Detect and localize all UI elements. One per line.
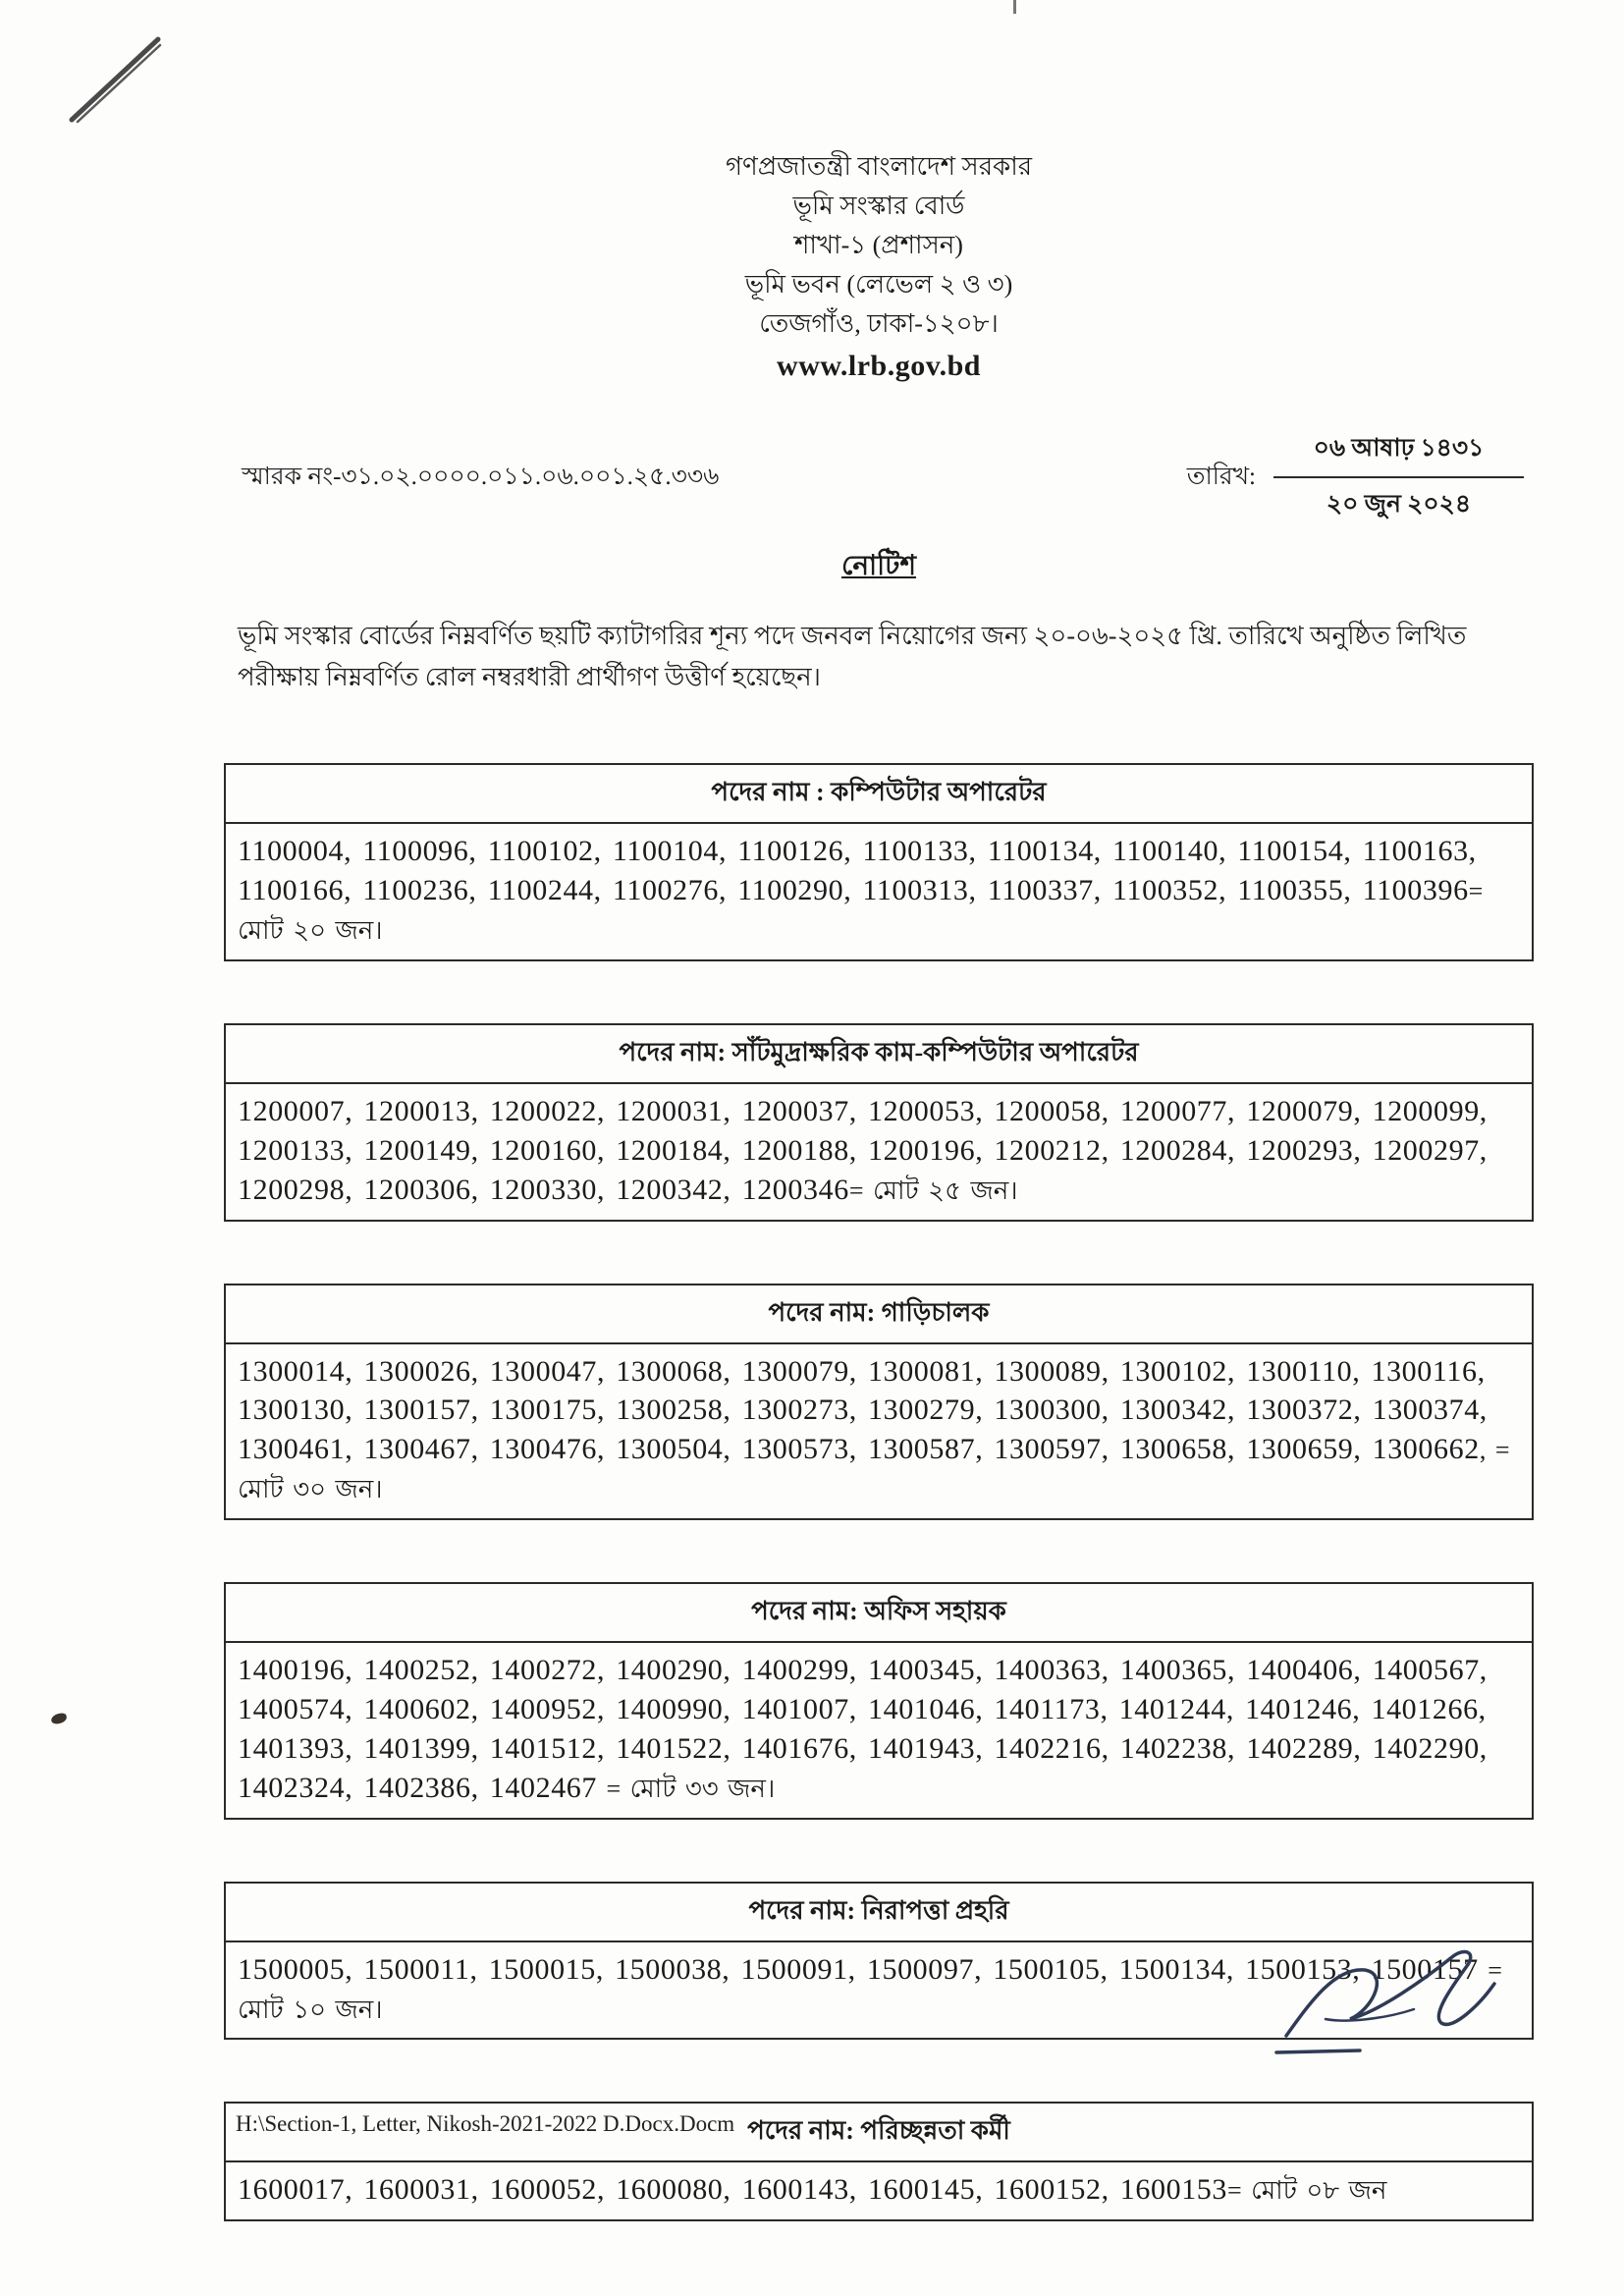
table-title: পদের নাম: গাড়িচালক: [226, 1285, 1532, 1344]
org-section: শাখা-১ (প্রশাসন): [794, 231, 963, 259]
total-label: , = মোট ৩০ জন।: [238, 1436, 1510, 1504]
date-bengali-calendar: ০৬ আষাঢ় ১৪৩১: [1273, 428, 1524, 478]
table-title: পদের নাম: অফিস সহায়ক: [226, 1584, 1532, 1643]
org-address: তেজগাঁও, ঢাকা-১২০৮।: [759, 309, 999, 338]
table-roll-numbers: [226, 2162, 1532, 2219]
date-block: [1187, 428, 1534, 526]
org-board: ভূমি সংস্কার বোর্ড: [792, 191, 965, 220]
results-table-computer-operator: [224, 763, 1534, 961]
table-roll-numbers: [226, 1344, 1532, 1519]
roll-numbers: 1600017, 1600031, 1600052, 1600080, 1600143, 1600145, 1600152, 1600153: [238, 2173, 1227, 2207]
date-gregorian: ২০ জুন ২০২৪: [1326, 491, 1472, 518]
table-roll-numbers: [226, 1643, 1532, 1818]
website-text: www.lrb.gov.bd: [777, 350, 981, 382]
roll-numbers: 1100004, 1100096, 1100102, 1100104, 1100126, 1100133, 1100134, 1100140, 1100154, 1100163, 1100166, 1100236, 1100244, 1100276, 1100290, 1100313, 1100337, 1100352, 1100355, 1100396: [238, 835, 1477, 907]
total-label: = মোট ২৫ জন।: [848, 1175, 1018, 1205]
table-roll-numbers: [226, 824, 1532, 959]
total-label: = মোট ২০ জন।: [238, 877, 1484, 945]
table-title: পদের নাম : কম্পিউটার অপারেটর: [226, 765, 1532, 824]
table-title: পদের নাম: সাঁটমুদ্রাক্ষরিক কাম-কম্পিউটার অপারেটর: [226, 1025, 1532, 1084]
date-label: তারিখ:: [1186, 463, 1256, 490]
letterhead: [224, 147, 1534, 389]
roll-numbers: 1400196, 1400252, 1400272, 1400290, 1400299, 1400345, 1400363, 1400365, 1400406, 1400567, 1400574, 1400602, 1400952, 1400990, 1401007, 1401046, 1401173, 1401244, 1401246, 1401266, 1401393, 1401399, 1401512, 1401522, 1401676, 1401943, 1402216, 1402238, 1402289, 1402290, 1402324, 1402386, 1402467: [238, 1654, 1488, 1804]
total-label: = মোট ৩৩ জন।: [597, 1774, 776, 1803]
total-label: = মোট ১০ জন।: [238, 1955, 1502, 2024]
org-name: গণপ্রজাতন্ত্রী বাংলাদেশ সরকার: [725, 152, 1033, 181]
roll-numbers: 1300014, 1300026, 1300047, 1300068, 1300079, 1300081, 1300089, 1300102, 1300110, 1300116, 1300130, 1300157, 1300175, 1300258, 1300273, 1300279, 1300300, 1300342, 1300372, 1300374, 1300461, 1300467, 1300476, 1300504, 1300573, 1300587, 1300597, 1300658, 1300659, 1300662: [238, 1354, 1488, 1466]
body-paragraph: ভূমি সংস্কার বোর্ডের নিম্নবর্ণিত ছয়টি ক্যাটাগরির শূন্য পদে জনবল নিয়োগের জন্য ২০-০৬-২০২৫ খ্রি. তারিখে অনুষ্ঠিত লিখিত পরীক্ষায় নিম্নবর্ণিত রোল নম্বরধারী প্রার্থীগণ উত্তীর্ণ হয়েছেন।: [238, 622, 1467, 692]
notice-title: নোটিশ: [840, 551, 917, 581]
table-title: পদের নাম: পরিচ্ছন্নতা কর্মী: [226, 2104, 1532, 2162]
results-table-office-assistant: [224, 1582, 1534, 1820]
results-table-driver: [224, 1284, 1534, 1521]
table-title: পদের নাম: নিরাপত্তা প্রহরি: [226, 1884, 1532, 1942]
memo-row: [224, 428, 1534, 526]
footer-file-path: H:\Section-1, Letter, Nikosh-2021-2022 D.Docx.Docm: [236, 2111, 735, 2136]
table-roll-numbers: [226, 1084, 1532, 1220]
signature: [1267, 1933, 1512, 2080]
roll-numbers: 1200007, 1200013, 1200022, 1200031, 1200037, 1200053, 1200058, 1200077, 1200079, 1200099, 1200133, 1200149, 1200160, 1200184, 1200188, 1200196, 1200212, 1200284, 1200293, 1200297, 1200298, 1200306, 1200330, 1200342, 1200346: [238, 1094, 1488, 1206]
roll-numbers: 1500005, 1500011, 1500015, 1500038, 1500091, 1500097, 1500105, 1500134, 1500153, 1500157: [238, 1952, 1479, 1986]
results-table-steno-computer-operator: [224, 1023, 1534, 1222]
date-stack: [1273, 428, 1524, 526]
total-label: = মোট ০৮ জন: [1227, 2176, 1387, 2206]
org-building: ভূমি ভবন (লেভেল ২ ও ৩): [744, 270, 1013, 299]
memo-number: স্মারক নং-৩১.০২.০০০০.০১১.০৬.০০১.২৫.৩৩৬: [242, 463, 720, 490]
